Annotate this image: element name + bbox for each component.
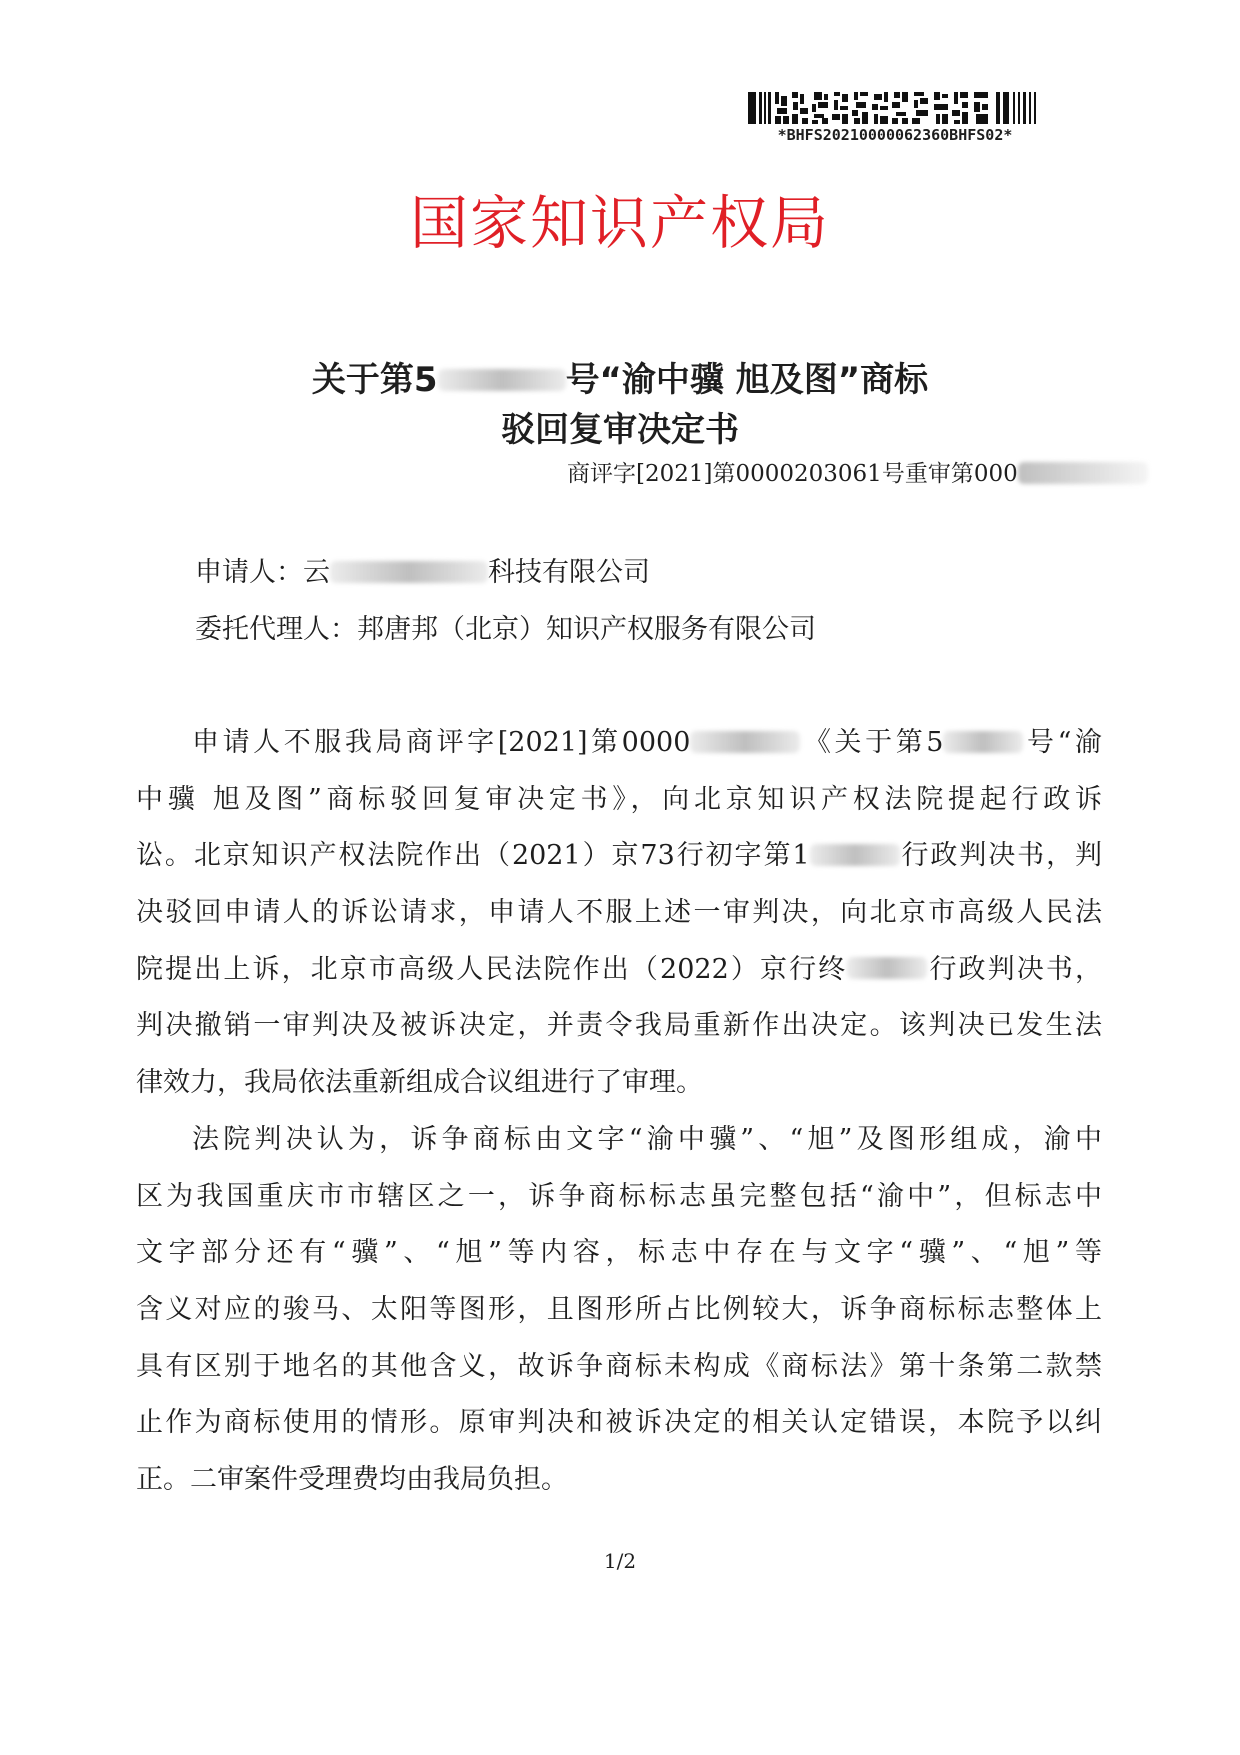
paragraph-line: 判决撤销一审判决及被诉决定，并责令我局重新作出决定。该判决已发生法 [136, 1010, 1102, 1042]
page-number: 1/2 [603, 1549, 637, 1573]
paragraph-line: 律效力，我局依法重新组成合议组进行了审理。 [136, 1067, 703, 1099]
document-number-text: 商评字[2021]第0000203061号重审第000 [567, 461, 1018, 487]
text-span: 申请人不服我局商评字[2021]第0000 [192, 727, 691, 758]
redaction-blur [690, 731, 800, 753]
paragraph-line: 决驳回申请人的诉讼请求，申请人不服上述一审判决，向北京市高级人民法 [136, 897, 1102, 929]
text-span: 行政判决书，判 [899, 840, 1102, 872]
paragraph-line: 止作为商标使用的情形。原审判决和被诉决定的相关认定错误，本院予以纠 [136, 1407, 1102, 1439]
agent: 委托代理人：邦唐邦（北京）知识产权服务有限公司 [195, 614, 816, 645]
redaction-blur [810, 844, 900, 866]
decision-title-line2: 驳回复审决定书 [501, 410, 739, 450]
text-span: 《关于第5 [800, 727, 944, 758]
redaction-blur [330, 561, 488, 583]
paragraph-1 [136, 715, 1102, 1112]
redaction-blur [847, 957, 927, 979]
applicant-label: 申请人：云 [195, 557, 330, 588]
text-span: 号“渝 [1023, 727, 1102, 758]
decision-title-line1 [0, 358, 1240, 402]
paragraph-line: 区为我国重庆市市辖区之一，诉争商标标志虽完整包括“渝中”，但标志中 [136, 1180, 1102, 1212]
paragraph-line: 含义对应的骏马、太阳等图形，且图形所占比例较大，诉争商标标志整体上 [136, 1294, 1102, 1326]
text-span: 院提出上诉，北京市高级人民法院作出（2022）京行终 [136, 953, 848, 985]
paragraph-2 [136, 1112, 1102, 1509]
barcode-graphic [748, 92, 1048, 124]
title-prefix: 关于第5 [311, 360, 438, 400]
agency-header: 国家知识产权局 [409, 189, 830, 257]
redaction-blur [943, 731, 1023, 753]
text-span: 讼。北京知识产权法院作出（2021）京73行初字第1 [136, 840, 810, 872]
paragraph-line [136, 828, 1102, 885]
paragraph-line: 具有区别于地名的其他含义，故诉争商标未构成《商标法》第十条第二款禁 [136, 1350, 1102, 1382]
redaction-blur [438, 369, 566, 391]
paragraph-line [136, 942, 1102, 999]
applicant-name-suffix: 科技有限公司 [488, 557, 650, 588]
title-suffix: 号“渝中骥 旭及图”商标 [565, 360, 929, 400]
paragraph-line: 法院判决认为，诉争商标由文字“渝中骥”、“旭”及图形组成，渝中 [192, 1124, 1102, 1155]
paragraph-line: 文字部分还有“骥”、“旭”等内容，标志中存在与文字“骥”、“旭”等 [136, 1237, 1102, 1269]
paragraph-line [136, 715, 1102, 772]
redaction-blur [1018, 462, 1148, 484]
paragraph-line: 正。二审案件受理费均由我局负担。 [136, 1464, 568, 1496]
applicant [195, 555, 650, 591]
text-span: 行政判决书， [927, 953, 1103, 985]
barcode-number: *BHFS20210000062360BHFS02* [777, 126, 1013, 144]
paragraph-line: 中骥 旭及图”商标驳回复审决定书》，向北京知识产权法院提起行政诉 [136, 783, 1102, 815]
document-number [567, 458, 1148, 490]
